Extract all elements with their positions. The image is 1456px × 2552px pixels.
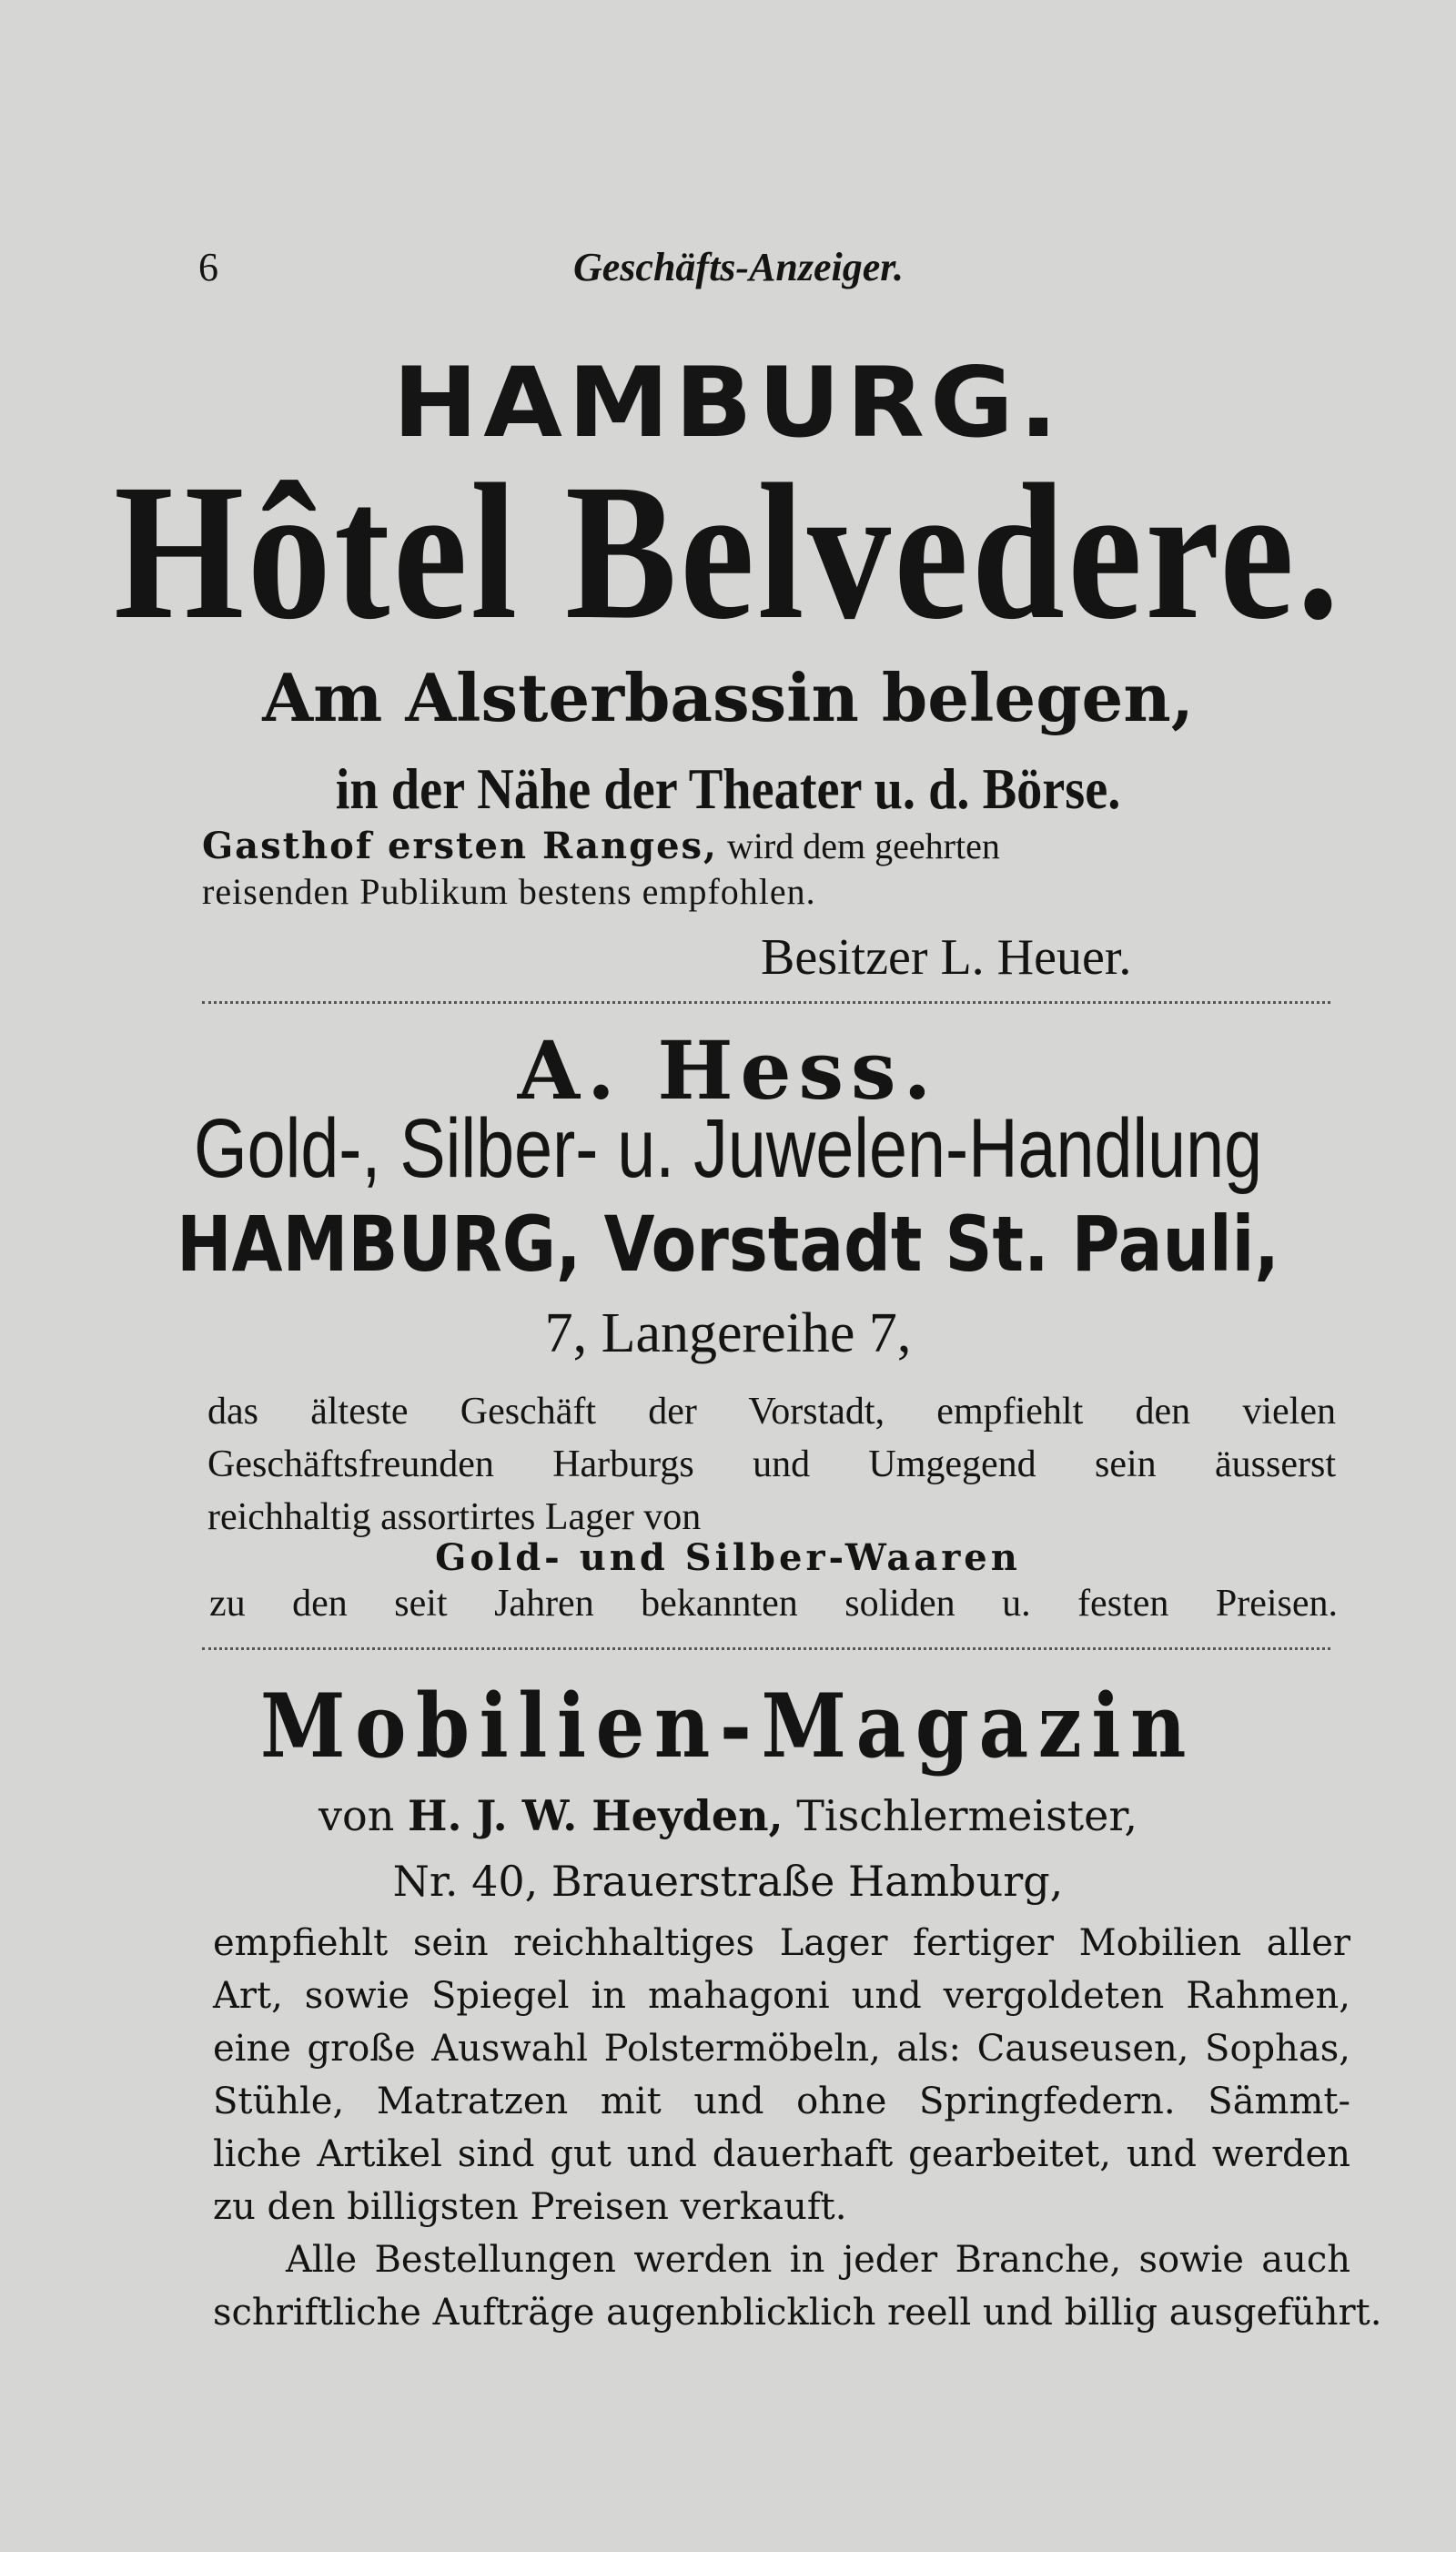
hotel-rank-bold: Gasthof ersten Ranges, bbox=[202, 825, 718, 867]
hotel-name: Hôtel Belvedere. bbox=[114, 444, 1342, 660]
hotel-owner: Besitzer L. Heuer. bbox=[761, 929, 1132, 986]
hess-prices: zu den seit Jahren bekannten soliden u. festen Preisen. bbox=[209, 1583, 1338, 1625]
mobilien-owner: H. J. W. Heyden, bbox=[407, 1791, 784, 1840]
text-line: Geschäftsfreunden Harburgs und Umgegend sein äusserst bbox=[207, 1443, 1336, 1485]
text-line: eine große Auswahl Polstermöbeln, als: Causeusen, Sophas, bbox=[213, 2028, 1350, 2070]
text-line: schriftliche Aufträge augenblicklich reell und billig ausgeführt. bbox=[213, 2292, 1382, 2334]
hotel-rank-line bbox=[202, 825, 1000, 867]
mobilien-address: Nr. 40, Brauerstraße Hamburg, bbox=[392, 1857, 1064, 1906]
hess-business: Gold-, Silber- u. Juwelen-Handlung bbox=[193, 1102, 1263, 1195]
text-line: Alle Bestellungen werden in jeder Branche, sowie auch bbox=[286, 2239, 1350, 2281]
mobilien-description bbox=[213, 1917, 1382, 2339]
hotel-nearby: in der Nähe der Theater u. d. Börse. bbox=[335, 756, 1121, 821]
running-header: Geschäfts-Anzeiger. bbox=[573, 245, 904, 289]
hotel-rank-rest: wird dem geehrten bbox=[717, 825, 1000, 866]
divider bbox=[202, 1001, 1330, 1004]
hotel-location: Am Alsterbassin belegen, bbox=[262, 659, 1194, 736]
hess-city: HAMBURG, Vorstadt St. Pauli, bbox=[177, 1200, 1279, 1289]
hotel-recommendation: reisenden Publikum bestens empfohlen. bbox=[202, 871, 816, 912]
text-line: Stühle, Matratzen mit und ohne Springfedern. Sämmt- bbox=[213, 2081, 1350, 2122]
text-line: liche Artikel sind gut und dauerhaft gearbeitet, und werden bbox=[213, 2133, 1350, 2175]
text-line: empfiehlt sein reichhaltiges Lager fertiger Mobilien aller bbox=[213, 1922, 1350, 1964]
text-line: Art, sowie Spiegel in mahagoni und vergoldeten Rahmen, bbox=[213, 1975, 1350, 2017]
text-line: reichhaltig assortirtes Lager von bbox=[207, 1496, 702, 1538]
text-line: das älteste Geschäft der Vorstadt, empfiehlt den vielen bbox=[207, 1391, 1336, 1433]
von-prefix: von bbox=[318, 1791, 408, 1840]
text-line: zu den billigsten Preisen verkauft. bbox=[213, 2186, 847, 2228]
divider bbox=[202, 1647, 1330, 1650]
hess-name: A. Hess. bbox=[517, 1023, 939, 1118]
mobilien-title: Mobilien-Magazin bbox=[260, 1675, 1196, 1777]
page-number: 6 bbox=[198, 245, 218, 289]
hess-address: 7, Langereihe 7, bbox=[544, 1302, 912, 1364]
hess-goods: Gold- und Silber-Waaren bbox=[435, 1536, 1021, 1579]
mobilien-owner-line bbox=[0, 1791, 1456, 1840]
hotel-city-heading: HAMBURG. bbox=[392, 347, 1064, 460]
hess-description bbox=[207, 1385, 1336, 1544]
mobilien-profession: Tischlermeister, bbox=[783, 1791, 1138, 1840]
